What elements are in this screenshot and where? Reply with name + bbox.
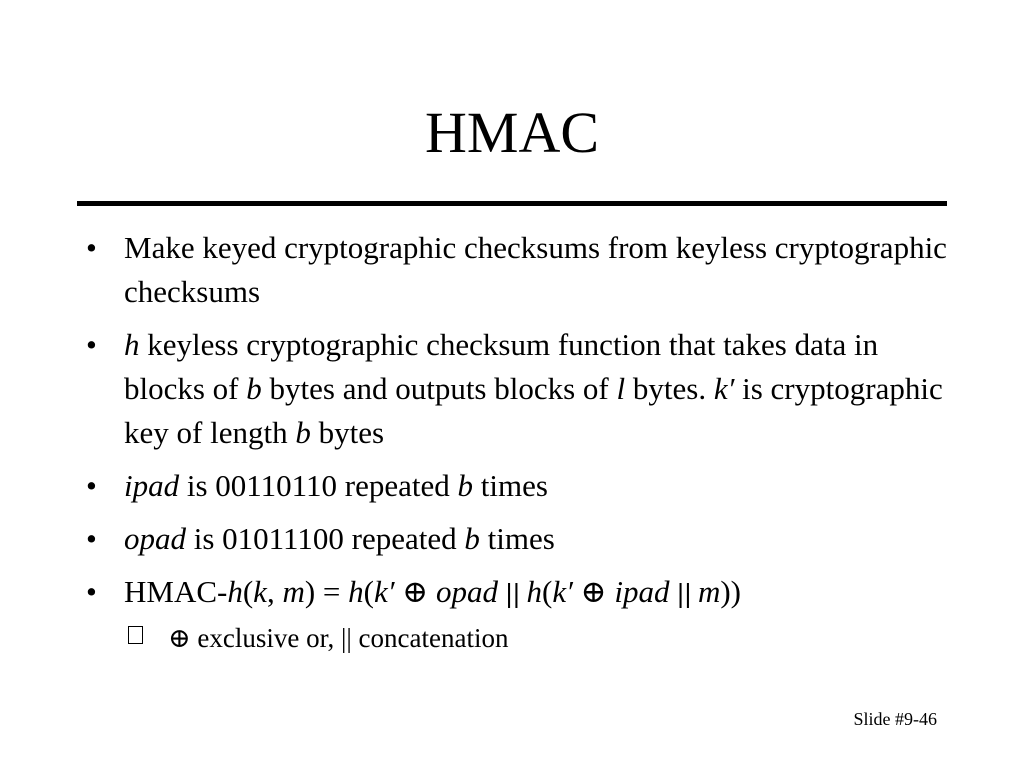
bullet-list bbox=[0, 226, 1024, 656]
bullet-dot: • bbox=[86, 230, 97, 265]
var-b: b bbox=[246, 371, 262, 406]
bullet-text: ( bbox=[541, 574, 553, 609]
concat-operator: || bbox=[669, 579, 698, 608]
bullet-text: HMAC- bbox=[124, 574, 228, 609]
title-divider bbox=[77, 201, 947, 206]
bullet-item-3 bbox=[0, 464, 1024, 508]
var-opad: opad bbox=[436, 574, 498, 609]
bullet-item-4 bbox=[0, 517, 1024, 561]
var-m: m bbox=[697, 574, 721, 609]
bullet-dot: • bbox=[86, 574, 97, 609]
bullet-text: bytes. bbox=[625, 371, 714, 406]
var-ipad: ipad bbox=[614, 574, 670, 609]
bullet-text: times bbox=[479, 521, 555, 556]
bullet-text: is 00110110 repeated bbox=[179, 468, 458, 503]
var-opad: opad bbox=[124, 521, 186, 556]
var-b: b bbox=[464, 521, 480, 556]
var-h: h bbox=[348, 574, 364, 609]
bullet-dot: • bbox=[86, 327, 97, 362]
bullet-text: keyless cryptographic checksum function that takes data in blocks of bbox=[124, 327, 879, 406]
var-k: k bbox=[253, 574, 267, 609]
bullet-text: bytes bbox=[310, 415, 385, 450]
bullet-text: ( bbox=[363, 574, 374, 609]
slide-number: Slide #9-46 bbox=[853, 709, 937, 729]
square-bullet-icon bbox=[128, 626, 143, 644]
sub-bullet-text: ⊕ exclusive or, || concatenation bbox=[168, 623, 509, 653]
var-m: m bbox=[282, 574, 305, 609]
var-h: h bbox=[227, 574, 243, 609]
bullet-item-2 bbox=[0, 323, 1024, 455]
bullet-text: Make keyed cryptographic checksums from keyless cryptographic checksums bbox=[124, 230, 947, 309]
bullet-text: times bbox=[472, 468, 548, 503]
var-h: h bbox=[124, 327, 140, 362]
bullet-text: , bbox=[266, 574, 283, 609]
var-b: b bbox=[295, 415, 311, 450]
bullet-text: is cryptographic key of length bbox=[124, 371, 943, 450]
bullet-item-1 bbox=[0, 226, 1024, 314]
bullet-text: bytes and outputs blocks of bbox=[261, 371, 617, 406]
xor-operator: ⊕ bbox=[394, 574, 436, 609]
var-b: b bbox=[457, 468, 473, 503]
bullet-text: is 01011100 repeated bbox=[186, 521, 465, 556]
bullet-text: )) bbox=[720, 574, 741, 609]
slide-title: HMAC bbox=[424, 100, 600, 165]
bullet-text: ) = bbox=[304, 574, 349, 609]
sub-bullet-item bbox=[0, 620, 1024, 656]
var-l: l bbox=[616, 371, 626, 406]
bullet-dot: • bbox=[86, 468, 97, 503]
bullet-item-5 bbox=[0, 570, 1024, 616]
var-h: h bbox=[526, 574, 542, 609]
var-k-prime: k′ bbox=[713, 371, 735, 406]
bullet-text: ( bbox=[242, 574, 254, 609]
var-k-prime: k′ bbox=[373, 574, 395, 609]
var-k-prime: k′ bbox=[552, 574, 573, 609]
concat-operator: || bbox=[498, 579, 527, 608]
xor-operator: ⊕ bbox=[572, 574, 615, 609]
bullet-dot: • bbox=[86, 521, 97, 556]
var-ipad: ipad bbox=[124, 468, 180, 503]
